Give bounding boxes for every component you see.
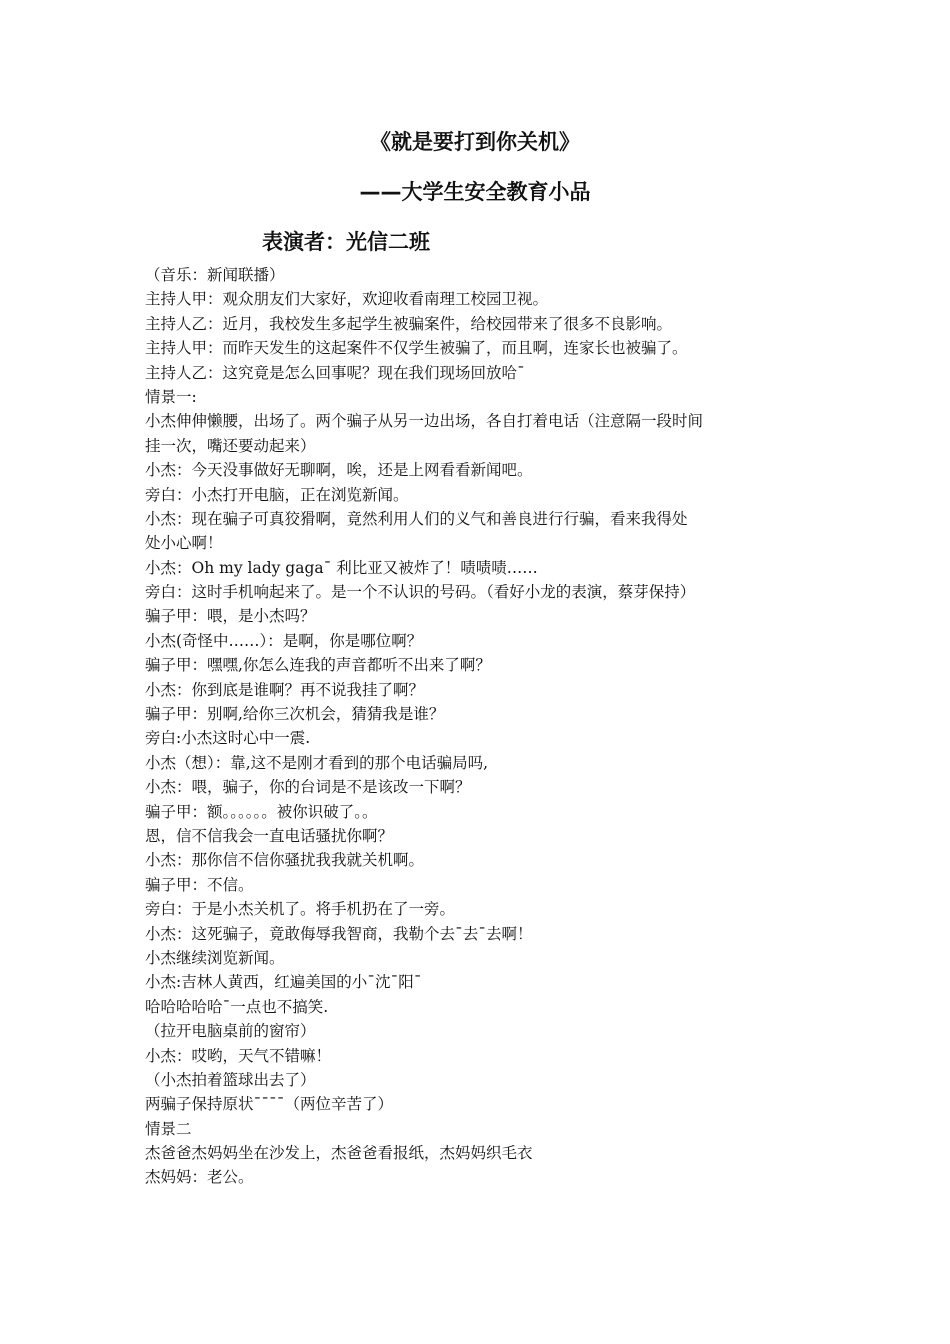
script-line: 挂一次，嘴还要动起来） <box>145 436 316 455</box>
script-line: （音乐：新闻联播） <box>145 266 285 284</box>
document-subtitle: ——大学生安全教育小品 <box>359 180 591 204</box>
script-line: 小杰：今天没事做好无聊啊，唉，还是上网看看新闻吧。 <box>145 461 533 480</box>
script-line: 小杰：那你信不信你骚扰我我就关机啊。 <box>145 851 425 870</box>
script-line: 小杰：现在骗子可真狡猾啊，竟然利用人们的义气和善良进行行骗，看来我得处 <box>145 509 688 528</box>
script-line: 骗子甲：喂，是小杰吗？ <box>145 607 316 626</box>
script-line: 骗子甲：别啊,给你三次机会，猜猜我是谁？ <box>145 705 445 724</box>
script-line: 主持人甲：观众朋友们大家好，欢迎收看南理工校园卫视。 <box>145 290 549 309</box>
script-line: 旁白：这时手机响起来了。是一个不认识的号码。（看好小龙的表演，蔡芽保持） <box>145 583 696 602</box>
script-line: 骗子甲：不信。 <box>145 875 254 894</box>
document-title: 《就是要打到你关机》 <box>370 130 580 154</box>
script-line: 小杰继续浏览新闻。 <box>145 948 285 967</box>
script-line: 杰爸爸杰妈妈坐在沙发上，杰爸爸看报纸，杰妈妈织毛衣 <box>145 1144 533 1163</box>
script-line: 旁白：小杰打开电脑，正在浏览新闻。 <box>145 485 409 504</box>
script-line: 小杰(奇怪中……）：是啊，你是哪位啊？ <box>145 631 423 650</box>
script-line: 小杰伸伸懒腰，出场了。两个骗子从另一边出场，各自打着电话（注意隔一段时间 <box>145 412 704 431</box>
script-line: 主持人乙：近月，我校发生多起学生被骗案件，给校园带来了很多不良影响。 <box>145 314 673 333</box>
script-line: 小杰：哎哟，天气不错嘛！ <box>145 1046 332 1065</box>
script-line: 小杰：你到底是谁啊？再不说我挂了啊？ <box>145 680 425 699</box>
script-line: 情景一: <box>145 387 197 406</box>
script-line: 骗子甲：嘿嘿,你怎么连我的声音都听不出来了啊？ <box>145 656 491 675</box>
script-line: 恩，信不信我会一直电话骚扰你啊？ <box>145 826 394 845</box>
script-line: 骗子甲：额。。。。。。被你识破了。。 <box>145 802 378 821</box>
script-line: （拉开电脑桌前的窗帘） <box>145 1022 316 1041</box>
script-line: 主持人乙：这究竟是怎么回事呢？现在我们现场回放哈¯ <box>145 363 525 382</box>
script-line: 情景二 <box>145 1119 192 1138</box>
script-line: 杰妈妈：老公。 <box>145 1168 254 1187</box>
script-line: （小杰拍着篮球出去了） <box>145 1070 316 1089</box>
script-line: 两骗子保持原状¯¯¯¯（两位辛苦了） <box>145 1095 394 1114</box>
script-line: 旁白：于是小杰关机了。将手机扔在了一旁。 <box>145 900 456 919</box>
script-line: 小杰：这死骗子，竟敢侮辱我智商，我勒个去¯去¯去啊！ <box>145 924 533 943</box>
script-body <box>145 263 815 1190</box>
script-line: 处小心啊！ <box>145 534 223 553</box>
script-line: 主持人甲：而昨天发生的这起案件不仅学生被骗了，而且啊，连家长也被骗了。 <box>145 339 688 358</box>
script-line: 旁白:小杰这时心中一震. <box>145 729 311 748</box>
script-line: 小杰：喂，骗子，你的台词是不是该改一下啊？ <box>145 778 471 797</box>
script-line: 小杰（想）：靠,这不是刚才看到的那个电话骗局吗, <box>145 753 489 772</box>
performer-line: 表演者：光信二班 <box>262 230 430 254</box>
script-line: 哈哈哈哈哈¯一点也不搞笑. <box>145 997 329 1016</box>
script-line: 小杰：Oh my lady gaga¯ 利比亚又被炸了！啧啧啧…… <box>145 558 538 577</box>
script-line: 小杰:吉林人黄西，红遍美国的小¯沈¯阳¯ <box>145 973 422 992</box>
